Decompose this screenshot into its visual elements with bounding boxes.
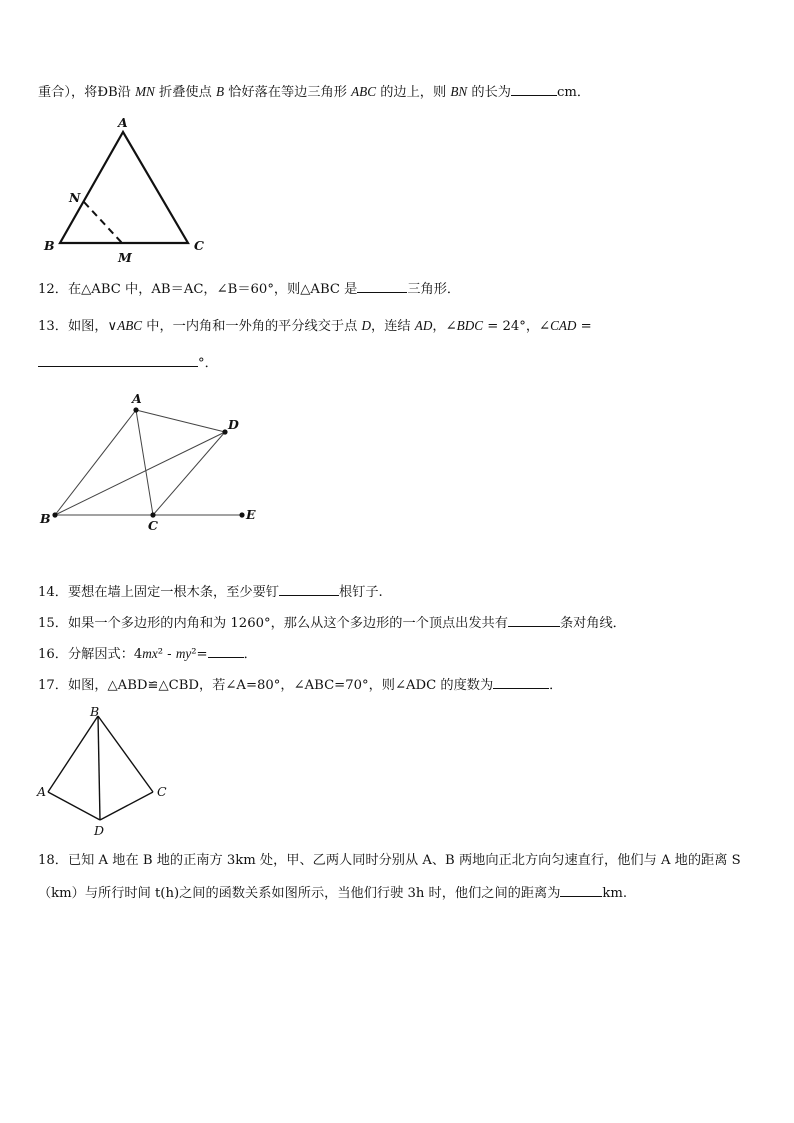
label-C: C xyxy=(194,238,204,253)
question-16-text: 16．分解因式：4mx² - my²= ． xyxy=(38,646,257,662)
answer-blank[interactable] xyxy=(357,280,407,293)
label-E: E xyxy=(246,507,256,522)
question-18-text-cont: （km）与所行时间 t(h)之间的函数关系如图所示，当他们行驶 3h 时，他们之间的距离为 km. xyxy=(38,886,628,901)
label-N: N xyxy=(69,190,81,205)
label-D: D xyxy=(228,417,239,432)
label-B: B xyxy=(44,238,55,253)
question-14-text: 14．要想在墙上固定一根木条，至少要钉 根钉子. xyxy=(38,585,383,600)
bisector-figure xyxy=(36,388,276,538)
triangle-figure xyxy=(38,110,218,270)
label-C: C xyxy=(157,784,167,799)
label-A: A xyxy=(37,784,47,799)
answer-blank[interactable] xyxy=(279,583,339,596)
question-18-text: 18．已知 A 地在 B 地的正南方 3km 处，甲、乙两人同时分别从 A、B 两地向正北方向匀速直行，他们与 A 地的距离 S xyxy=(38,853,741,868)
label-M: M xyxy=(118,250,132,265)
answer-blank[interactable] xyxy=(508,614,560,627)
kite-figure xyxy=(36,704,186,844)
answer-blank[interactable] xyxy=(493,676,549,689)
answer-blank[interactable] xyxy=(511,83,557,96)
question-17-text: 17．如图，△ABD≌△CBD，若∠A=80°，∠ABC=70°，则∠ADC 的度数为 ． xyxy=(38,678,563,693)
label-B: B xyxy=(90,704,100,719)
answer-blank[interactable] xyxy=(208,645,244,658)
label-A: A xyxy=(132,391,142,406)
label-A: A xyxy=(118,115,128,130)
question-13-text: 13．如图，∨ABC 中，一内角和一外角的平分线交于点 D，连结 AD，∠BDC = 24°，∠CAD = xyxy=(38,318,592,334)
question-13-answer-line: °． xyxy=(38,354,218,373)
answer-blank[interactable] xyxy=(560,884,602,897)
answer-blank[interactable] xyxy=(38,354,198,367)
question-11-text: 重合），将ÐB沿 MN 折叠使点 B 恰好落在等边三角形 ABC 的边上，则 BN 的长为 cm． xyxy=(38,84,591,100)
question-12-text: 12．在△ABC 中，AB＝AC，∠B＝60°，则△ABC 是 三角形． xyxy=(38,282,461,297)
question-15-text: 15．如果一个多边形的内角和为 1260°，那么从这个多边形的一个顶点出发共有 条对角线． xyxy=(38,616,626,631)
label-D: D xyxy=(94,823,105,838)
label-B: B xyxy=(40,511,51,526)
label-C: C xyxy=(148,518,158,533)
